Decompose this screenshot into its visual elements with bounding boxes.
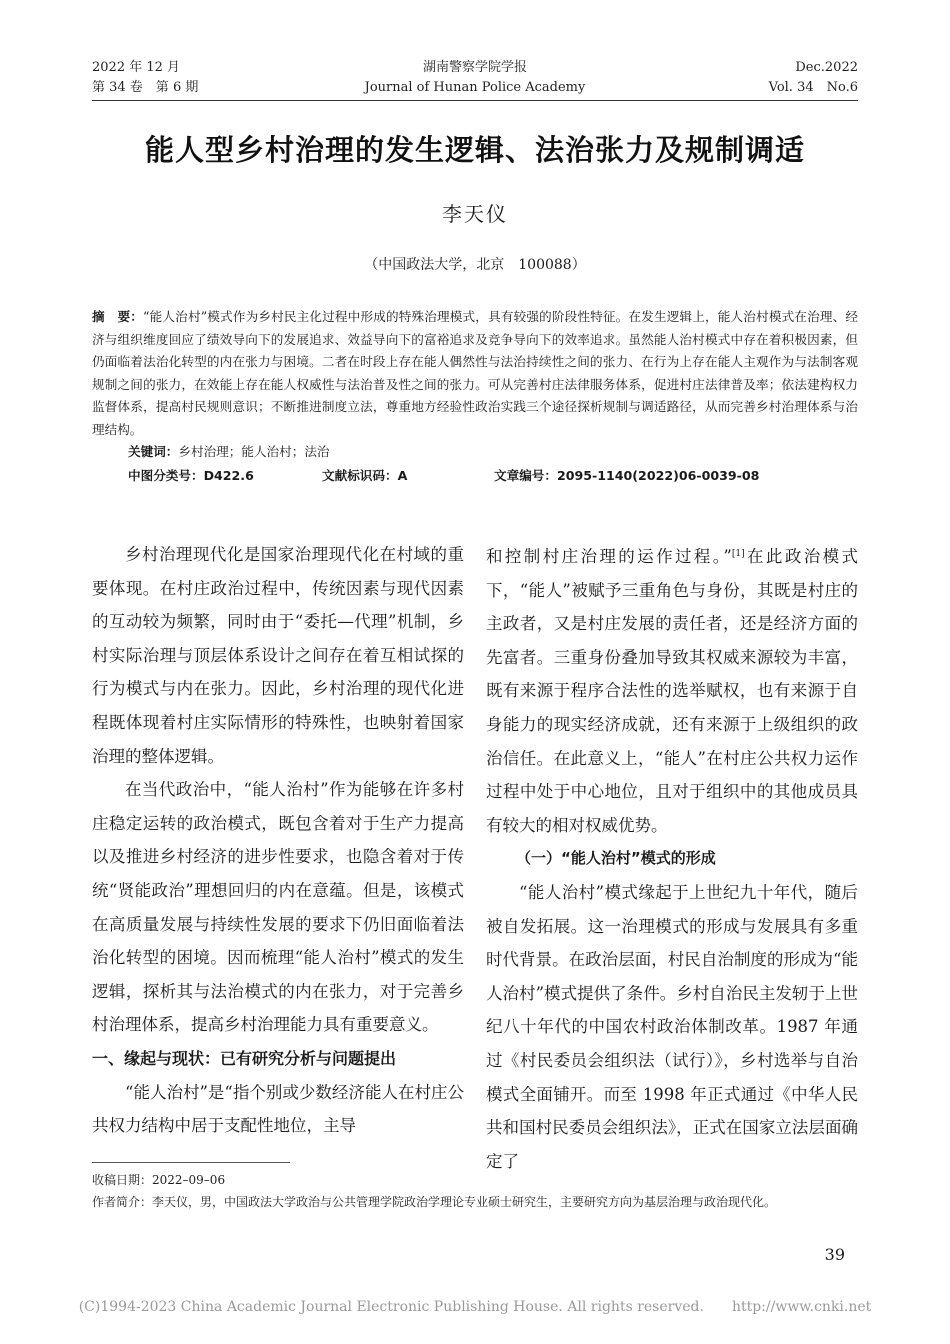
article-title: 能人型乡村治理的发生逻辑、法治张力及规制调适 (144, 133, 805, 167)
page-number: 39 (824, 1245, 845, 1264)
classification-line (128, 465, 858, 487)
body-paragraph (486, 538, 858, 842)
section-heading: 一、缘起与现状：已有研究分析与问题提出 (92, 1048, 397, 1068)
quote-followup: 在此政治模式下，“能人”被赋予三重角色与身份，其既是村庄的主政者，又是村庄发展的责任者，还是经济方面的先富者。三重身份叠加导致其权威来源较为丰富，既有来源于程序合法性的选举赋权，也有来源于自身能力的现实经济成就，还有来源于上级组织的政治信任。在此意义上，“能人”在村庄公共权力运作过程中处于中心地位，且对于组织中的其他成员具有较大的相对权威优势。 (486, 547, 859, 835)
body-paragraph: “能人治村”模式缘起于上世纪九十年代，随后被自发拓展。这一治理模式的形成与发展具有多重时代背景。在政治层面，村民自治制度的形成为“能人治村”模式提供了条件。乡村自治民主发轫于上世纪八十年代的中国农村政治体制改革。1987 年通过《村民委员会组织法（试行）》，乡村选举与自治模式全面铺开。而至 1998 年正式通过《中华人民共和国村民委员会组织法》，正式在国家立法层面确定了 (486, 882, 858, 1171)
footnote-received-date: 收稿日期：2022–09–06 (92, 1173, 226, 1187)
body-paragraph: “能人治村”是“指个别或少数经济能人在村庄公共权力结构中居于支配性地位，主导 (92, 1082, 464, 1136)
article-number-value: 2095-1140(2022)06-0039-08 (556, 468, 760, 483)
abstract-text: “能人治村”模式作为乡村民主化过程中形成的特殊治理模式，具有较强的阶段性特征。在发生逻辑上，能人治村模式在治理、经济与组织维度回应了绩效导向下的发展追求、效益导向下的富裕追求及竞争导向下的效率追求。虽然能人治村模式中存在着积极因素，但仍面临着法治化转型的内在张力与困境。二者在时段上存在能人偶然性与法治持续性之间的张力、在行为上存在能人主观作为与法制客观规制之间的张力，在效能上存在能人权威性与法治普及性之间的张力。可从完善村庄法律服务体系，促进村庄法律普及率；依法建构权力监督体系，提高村民规则意识；不断推进制度立法，尊重地方经验性政治实践三个途径探析规制与调适路径，从而完善乡村治理体系与治理结构。 (92, 309, 858, 437)
header-date-en: Dec.2022 (795, 60, 858, 75)
header-date-cn: 2022 年 12 月 (92, 60, 181, 75)
keywords (128, 441, 858, 463)
clc-label: 中图分类号： (128, 468, 204, 483)
doc-code-value: A (397, 468, 408, 483)
header-volume-cn: 第 34 卷 第 6 期 (92, 80, 199, 95)
header-divider (92, 100, 858, 101)
keywords-label: 关键词： (128, 444, 179, 459)
footnote-divider (92, 1162, 290, 1163)
copyright-watermark: (C)1994-2023 China Academic Journal Electronic Publishing House. All rights reserved. http://www.cnki.net (78, 1299, 872, 1315)
keywords-text: 乡村治理；能人治村；法治 (178, 444, 330, 459)
body-column-left (92, 538, 464, 1143)
footnote-author-bio: 作者简介：李天仪，男，中国政法大学政治与公共管理学院政治学理论专业硕士研究生，主要研究方向为基层治理与政治现代化。 (92, 1195, 777, 1209)
abstract-label: 摘 要： (92, 309, 144, 324)
header-right (769, 58, 858, 98)
author-name: 李天仪 (442, 202, 508, 226)
article-number-label: 文章编号： (494, 468, 557, 483)
clc-value: D422.6 (203, 468, 254, 483)
journal-name-cn: 湖南警察学院学报 (422, 60, 527, 75)
journal-name-en: Journal of Hunan Police Academy (364, 80, 586, 95)
subsection-heading: （一）“能人治村”模式的形成 (516, 849, 716, 868)
doc-code-label: 文献标识码： (322, 468, 398, 483)
header-volume-en: Vol. 34 No.6 (768, 80, 858, 95)
citation-ref[interactable]: [1] (731, 549, 745, 559)
author-affiliation: （中国政法大学，北京 100088） (364, 257, 586, 273)
quote-end: 和控制村庄治理的运作过程。” (486, 547, 732, 566)
body-paragraph: 在当代政治中，“能人治村”作为能够在许多村庄稳定运转的政治模式，既包含着对于生产力提高以及推进乡村经济的进步性要求，也隐含着对于传统“贤能政治”理想回归的内在意蕴。但是，该模式在高质量发展与持续性发展的要求下仍旧面临着法治化转型的困境。因而梳理“能人治村”模式的发生逻辑，探析其与法治模式的内在张力，对于完善乡村治理体系，提高乡村治理能力具有重要意义。 (92, 780, 464, 1035)
body-paragraph: 乡村治理现代化是国家治理现代化在村域的重要体现。在村庄政治过程中，传统因素与现代因素的互动较为频繁，同时由于“委托—代理”机制，乡村实际治理与顶层体系设计之间存在着互相试探的行为模式与内在张力。因此，乡村治理的现代化进程既体现着村庄实际情形的特殊性，也映射着国家治理的整体逻辑。 (92, 545, 464, 766)
body-column-right (486, 538, 858, 1178)
abstract (92, 306, 858, 441)
